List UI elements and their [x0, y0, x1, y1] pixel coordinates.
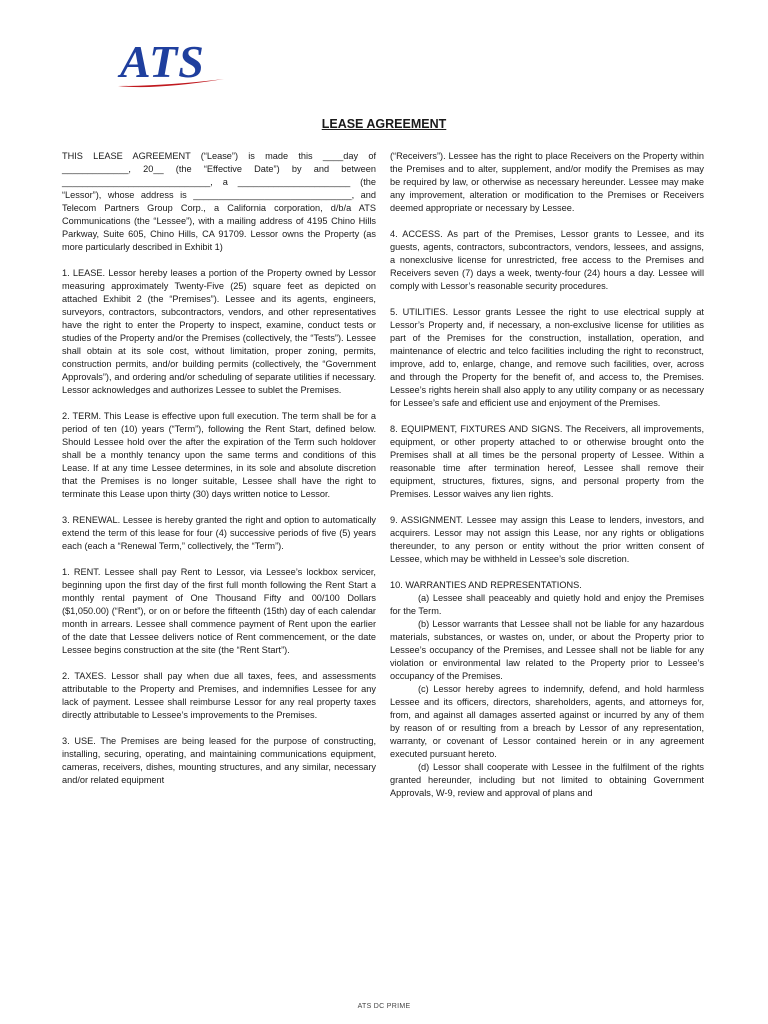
section-taxes: 2. TAXES. Lessor shall pay when due all taxes, fees, and assessments attributable to the Property and Premises, and indemnifies Lessee for any lack of payment. Lessee shall reimburse Lessor for any real property taxes directly attributable to Lessee’s improvements to the Premises. [62, 671, 376, 720]
section-assignment: 9. ASSIGNMENT. Lessee may assign this Lease to lenders, investors, and acquirers. Lessor may not assign this Lease, nor any rights or obligations thereunder, to any person or entity without the prior written consent of Lessee, which may be withheld in Lessee’s sole discretion. [390, 515, 704, 564]
section-access: 4. ACCESS. As part of the Premises, Lessor grants to Lessee, and its guests, agents, contractors, subcontractors, vendors, lessees, and assigns, a nonexclusive license for unrestricted, free access to the Premises and Receivers seven (7) days a week, twenty-four (24) hours a day. Lessee will comply with Lessor’s reasonable security procedures. [390, 229, 704, 291]
document-title: LEASE AGREEMENT [321, 117, 447, 131]
left-column [62, 150, 376, 800]
logo-text: ATS [120, 36, 205, 87]
section-rent: 1. RENT. Lessee shall pay Rent to Lessor, via Lessee’s lockbox servicer, beginning upon the first day of the first full month following the Rent Start a monthly rental payment of One Thousand Fifty and 00/100 Dollars ($1,050.00) (“Rent”), or on or before the fifteenth (15th) day of each calendar month in arrears. Lessee shall commence payment of Rent upon the earlier of the date that Lessee delivers notice of Rent commencement, or the date Lessee begins construction at the site (the “Rent Start”). [62, 567, 376, 655]
warranty-c: (c) Lessor hereby agrees to indemnify, defend, and hold harmless Lessee and its officers, directors, shareholders, agents, and attorneys for, from, and against all damages asserted against or incurred by any of them by reason of or resulting from a breach by Lessor of any representation, warranty, or covenant of Lessor contained herein or in any agreement executed pursuant hereto. [390, 684, 704, 759]
page-footer: ATS DC PRIME [357, 1003, 411, 1010]
warranties-heading: 10. WARRANTIES AND REPRESENTATIONS. [390, 580, 582, 590]
section-lease: 1. LEASE. Lessor hereby leases a portion of the Property owned by Lessor measuring approximately Twenty-Five (25) square feet as depicted on attached Exhibit 2 (the “Premises”). Lessee and its agents, engineers, surveyors, contractors, subcontractors, vendors, and other representatives have the right to enter the Property to inspect, examine, conduct tests or studies of the Property and/or the Premises (collectively, the “Tests”). Lessee shall obtain at its sole cost, without limitation, proper zoning, permits, construction permits, and/or building permits (collectively, the “Government Approvals”), and ordering and/or scheduling of separate utilities if necessary. Lessor acknowledges and authorizes Lessee to sublet the Premises. [62, 268, 376, 395]
ats-logo [120, 38, 240, 92]
warranty-d: (d) Lessor shall cooperate with Lessee in the fulfilment of the rights granted hereunder, including but not limited to obtaining Government Approvals, W-9, review and approval of plans and [390, 762, 704, 798]
intro-paragraph: THIS LEASE AGREEMENT (“Lease”) is made this ____day of _____________, 20__ (the “Effective Date”) by and between _____________________________, a ______________________ (the “Lessor”), whose address is _______________________________, and Telecom Partners Group Corp., a California corporation, d/b/a ATS Communications (the “Lessee”), with a mailing address of 4195 Chino Hills Parkway, Suite 605, Chino Hills, CA 91709. Lessor owns the Property (as more particularly described in Exhibit 1) [62, 151, 376, 252]
receivers-paragraph: (“Receivers”). Lessee has the right to place Receivers on the Property within the Premises and to alter, supplement, and/or modify the Premises as may be required by law, or otherwise as necessary hereunder. Lessee may make any improvement, alteration or modification to the Premises or Receivers deemed appropriate or necessary by Lessee. [390, 151, 704, 213]
right-column [390, 150, 704, 800]
section-term: 2. TERM. This Lease is effective upon full execution. The term shall be for a period of ten (10) years (“Term”), following the Rent Start, defined below. Should Lessee hold over the after the expiration of the Term such holdover shall be a monthly tenancy upon the same terms and conditions of this Lease. If at any time Lessee determines, in its sole and absolute discretion that the Premises is no longer suitable, Lessee shall have the right to terminate this Lease upon thirty (30) days written notice to Lessor. [62, 411, 376, 499]
warranty-a: (a) Lessee shall peaceably and quietly hold and enjoy the Premises for the Term. [390, 593, 704, 616]
warranty-b: (b) Lessor warrants that Lessee shall not be liable for any hazardous materials, substances, or wastes on, under, or about the Property prior to Lessee’s occupancy of the Premises, and Lessee shall not be liable for any violation or environmental law related to the Property prior to Lessee’s occupancy of the Premises. [390, 619, 704, 681]
section-utilities: 5. UTILITIES. Lessor grants Lessee the right to use electrical supply at Lessor’s Property and, if necessary, a non-exclusive license for utilities as part of the Premises for the construction, installation, operation, and maintenance of electric and telco facilities including the right to reconstruct, improve, add to, enlarge, change, and remove such facilities, over, across and through the Property for the benefit of, and access to, the Premises. Lessee’s rights herein shall also apply to any utility company or as necessary for Lessee’s safe and efficient use and enjoyment of the Premises. [390, 307, 704, 408]
logo-swoosh-icon [116, 76, 226, 90]
section-use: 3. USE. The Premises are being leased for the purpose of constructing, installing, securing, operating, and maintaining communications equipment, cameras, receivers, dishes, mounting structures, and any similar, necessary and/or related equipment [62, 736, 376, 785]
section-equipment: 8. EQUIPMENT, FIXTURES AND SIGNS. The Receivers, all improvements, equipment, or other property attached to or otherwise brought onto the Premises shall at all times be the personal property of Lessee. Within a reasonable time after termination hereof, Lessee shall remove their equipment, structures, fixtures, signs, and personal property from the Premises. Lessor waives any lien rights. [390, 424, 704, 499]
section-renewal: 3. RENEWAL. Lessee is hereby granted the right and option to automatically extend the term of this lease for four (4) successive periods of five (5) years each (each a “Renewal Term,” collectively, the “Term”). [62, 515, 376, 551]
